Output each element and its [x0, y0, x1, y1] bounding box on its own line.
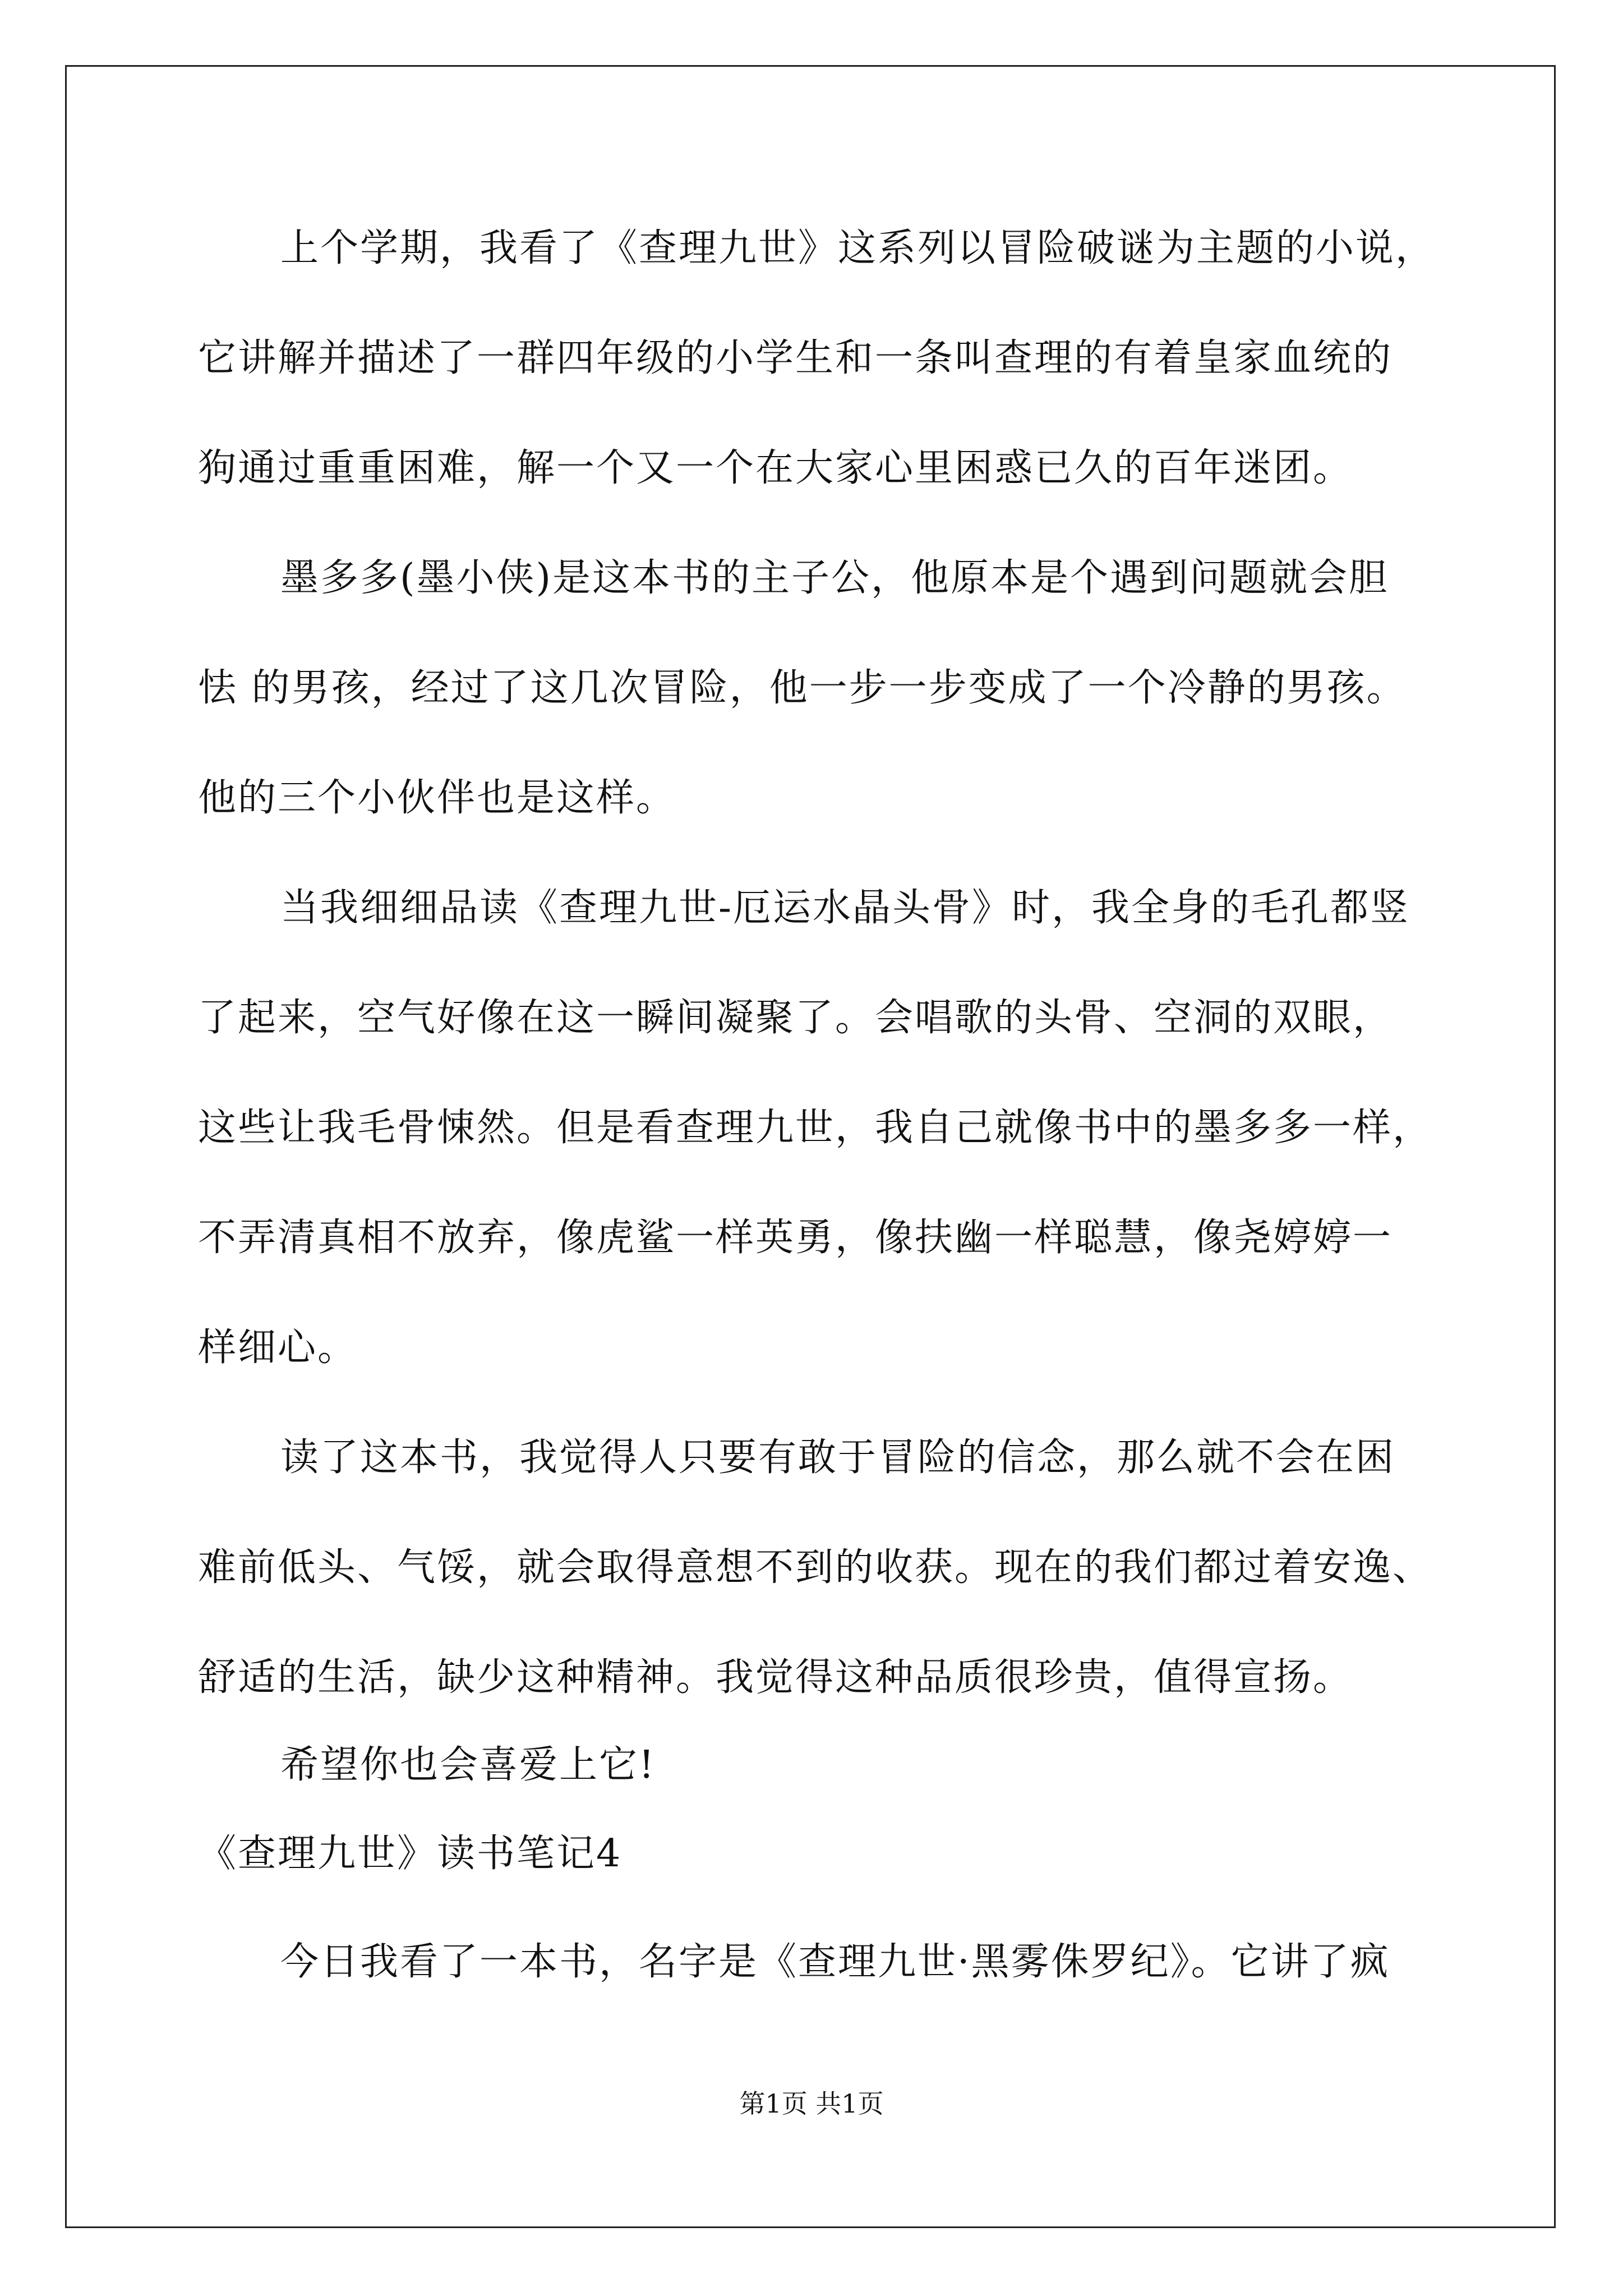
paragraph-4-line-3: 舒适的生活，缺少这种精神。我觉得这种品质很珍贵，值得宣扬。: [198, 1655, 1353, 1700]
section-heading: 《查理九世》读书笔记4: [198, 1832, 623, 1876]
paragraph-3-line-5: 样细心。: [198, 1326, 358, 1370]
paragraph-2-line-2: 怯 的男孩，经过了这几次冒险，他一步一步变成了一个冷静的男孩。: [198, 666, 1407, 710]
paragraph-1-line-3: 狗通过重重困难，解一个又一个在大家心里困惑已久的百年迷团。: [198, 446, 1353, 490]
paragraph-1-line-2: 它讲解并描述了一群四年级的小学生和一条叫查理的有着皇家血统的: [198, 336, 1393, 380]
paragraph-1-line-1: 上个学期，我看了《查理九世》这系列以冒险破谜为主题的小说，: [280, 226, 1436, 270]
page-number-footer: 第1页 共1页: [739, 2088, 884, 2119]
paragraph-3-line-1: 当我细细品读《查理九世-厄运水晶头骨》时，我全身的毛孔都竖: [280, 886, 1410, 930]
paragraph-2-line-3: 他的三个小伙伴也是这样。: [198, 776, 676, 820]
paragraph-4-line-2: 难前低头、气馁，就会取得意想不到的收获。现在的我们都过着安逸、: [198, 1545, 1433, 1590]
section-paragraph-line-1: 今日我看了一本书，名字是《查理九世·黑雾侏罗纪》。它讲了疯: [280, 1940, 1390, 1984]
paragraph-5-line-1: 希望你也会喜爱上它!: [280, 1743, 656, 1787]
paragraph-3-line-2: 了起来，空气好像在这一瞬间凝聚了。会唱歌的头骨、空洞的双眼，: [198, 996, 1393, 1040]
paragraph-4-line-1: 读了这本书，我觉得人只要有敢于冒险的信念，那么就不会在困: [280, 1435, 1396, 1480]
paragraph-3-line-3: 这些让我毛骨悚然。但是看查理九世，我自己就像书中的墨多多一样，: [198, 1106, 1433, 1150]
paragraph-2-line-1: 墨多多(墨小侠)是这本书的主子公，他原本是个遇到问题就会胆: [280, 556, 1389, 600]
paragraph-3-line-4: 不弄清真相不放弃，像虎鲨一样英勇，像扶幽一样聪慧，像尧婷婷一: [198, 1216, 1393, 1260]
